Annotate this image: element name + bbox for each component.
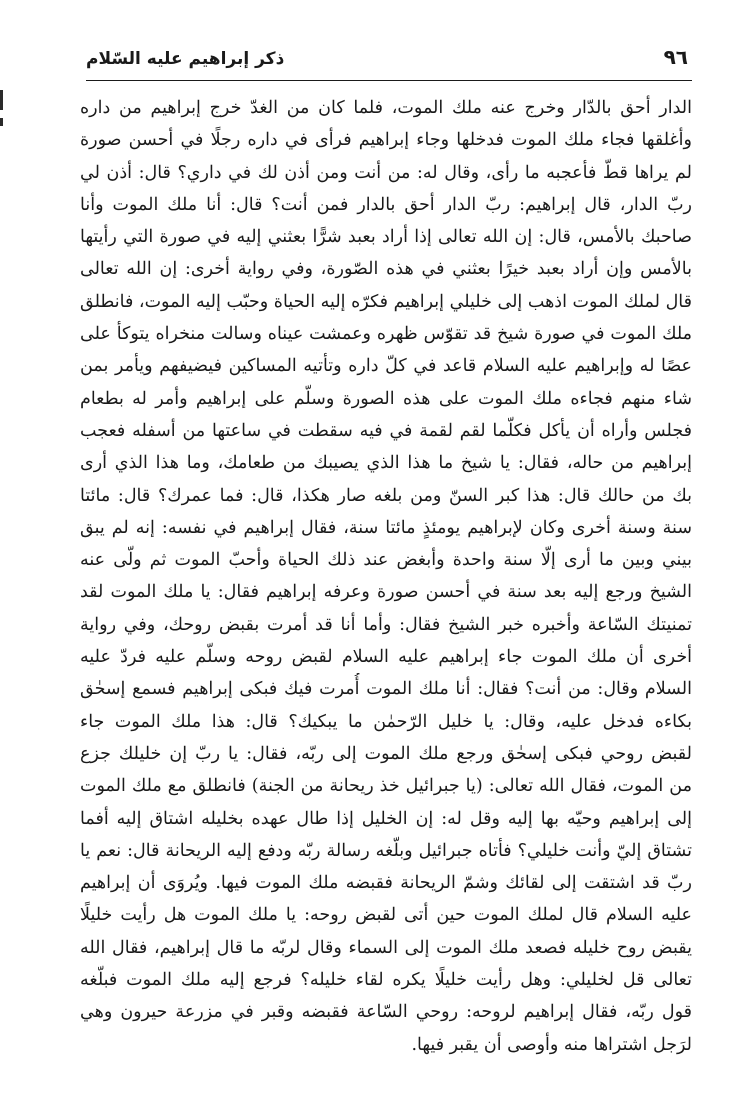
text-line: لم يراها قطّ فأعجبه ما رأى، وقال له: من أنت ومن أذن لك في داري؟ قال: أذن لي bbox=[80, 162, 692, 183]
text-line: وأغلقها فجاء ملك الموت فدخلها وجاء إبراهيم فرأى في داره رجلًا في أحسن صورة bbox=[80, 130, 692, 151]
text-line: شاء منهم فجاءه ملك الموت على هذه الصورة وسلّم على إبراهيم وأمر له بطعام bbox=[80, 388, 692, 409]
running-header bbox=[86, 42, 688, 76]
text-line: تشتاق إليّ وأنت خليلي؟ فأتاه جبرائيل وبلّغه رسالة ربّه ودفع إليه الريحانة قال: نعم يا bbox=[80, 840, 692, 861]
text-line: صاحبك بالأمس، قال: إن الله تعالى إذا أراد بعبد شرًّا بعثني إليه في صورة التي رأيتها bbox=[80, 227, 692, 248]
header-divider bbox=[86, 80, 692, 81]
text-line: تمنيتك السّاعة وأخبره خبر الشيخ فقال: وأما أنا قد أمرت بقبض روحك، وفي رواية bbox=[80, 614, 692, 635]
text-line: بيني وبين ما أرى إلّا سنة واحدة وأبغض عند ذلك الحياة وأحبّ الموت ثم ولّى عنه bbox=[80, 550, 692, 571]
text-line: لرَجل اشتراها منه وأوصى أن يقبر فيها. bbox=[411, 1034, 692, 1055]
scan-edge-mark bbox=[0, 90, 3, 110]
text-line: قال لملك الموت اذهب إلى خليلي إبراهيم فكرّه إليه الحياة وحبّب إليه الموت، فانطلق bbox=[80, 291, 692, 312]
text-line: يقبض روح خليله فصعد ملك الموت إلى السماء وقال لربّه ما قال إبراهيم، فقال الله bbox=[80, 937, 692, 958]
text-line: أخرى أن ملك الموت جاء إبراهيم عليه السلام لقبض روحه وسلّم عليه فردّ عليه bbox=[80, 647, 692, 668]
text-line: لقبض روحي فبكى إسحٰق ورجع ملك الموت إلى ربّه، فقال: يا ربّ إن خليلك جزع bbox=[80, 743, 692, 764]
text-line: فجلس وأراه أن يأكل فكلّما لقم لقمة في فيه سقطت في ساعتها من أسفله فعجب bbox=[80, 420, 692, 441]
body-text bbox=[80, 92, 692, 1061]
text-line: الشيخ ورجع إليه بعد سنة في أحسن صورة وعرفه إبراهيم فقال: يا ملك الموت لقد bbox=[80, 582, 692, 603]
scan-edge-mark bbox=[0, 118, 3, 126]
text-line: ملك الموت في صورة شيخ قد تقوّس ظهره وعمشت عيناه وسالت منخراه يتوكأ على bbox=[80, 324, 692, 345]
text-line: بالأمس وإن أراد بعبد خيرًا بعثني في هذه الصّورة، وفي رواية أخرى: إن الله تعالى bbox=[80, 259, 692, 280]
chapter-title: ذكر إبراهيم عليه السّلام bbox=[86, 49, 285, 69]
text-line: السلام وقال: من أنت؟ فقال: أنا ملك الموت أُمرت فيك فبكى إبراهيم فسمع إسحٰق bbox=[80, 679, 692, 700]
text-line: قول ربّه، فقال إبراهيم لروحه: روحي السّاعة فقبضه وقبر في مزرعة حيرون وهي bbox=[80, 1002, 692, 1023]
text-line: إلى إبراهيم وحيّه بها إليه وقل له: إن الخليل إذا طال عهده بخليله اشتاق إليه أفما bbox=[80, 808, 692, 829]
text-line: سنة وسنة أخرى وكان لإبراهيم يومئذٍ مائتا سنة، فقال إبراهيم في نفسه: إنه لم يبق bbox=[80, 517, 692, 538]
text-line: إبراهيم من حاله، فقال: يا شيخ ما هذا الذي يصيبك من طعامك، وما هذا الذي أرى bbox=[80, 453, 692, 474]
text-line: الدار أحق بالدّار وخرج عنه ملك الموت، فلما كان من الغدّ خرج إبراهيم من داره bbox=[80, 98, 692, 118]
text-line: من الموت، فقال الله تعالى: (يا جبرائيل خذ ريحانة من الجنة) فانطلق مع ملك الموت bbox=[80, 776, 692, 797]
text-line: بك من حالك قال: هذا كبر السنّ ومن بلغه صار هكذا، قال: فما عمرك؟ قال: مائتا bbox=[80, 485, 692, 506]
text-line: ربّ الدار، قال إبراهيم: ربّ الدار أحق بالدار فمن أنت؟ قال: أنا ملك الموت وأنا bbox=[80, 194, 692, 215]
text-line: ربّ قد اشتقت إلى لقائك وشمّ الريحانة فقبضه ملك الموت فيها. ويُروَى أن إبراهيم bbox=[80, 873, 692, 894]
page-number: ٩٦ bbox=[663, 45, 688, 69]
text-line: تعالى قل لخليلي: وهل رأيت خليلًا يكره لقاء خليله؟ فرجع إليه ملك الموت فبلّغه bbox=[80, 970, 692, 991]
text-line: بكاءه فدخل عليه، وقال: يا خليل الرّحمٰن ما يبكيك؟ قال: هذا ملك الموت جاء bbox=[80, 711, 692, 732]
text-line: عصًا له وإبراهيم عليه السلام قاعد في كلّ داره وتأتيه المساكين فيضيفهم ويأمر بمن bbox=[80, 356, 692, 377]
text-line: عليه السلام قال لملك الموت حين أتى لقبض روحه: يا ملك الموت هل رأيت خليلًا bbox=[80, 905, 692, 926]
